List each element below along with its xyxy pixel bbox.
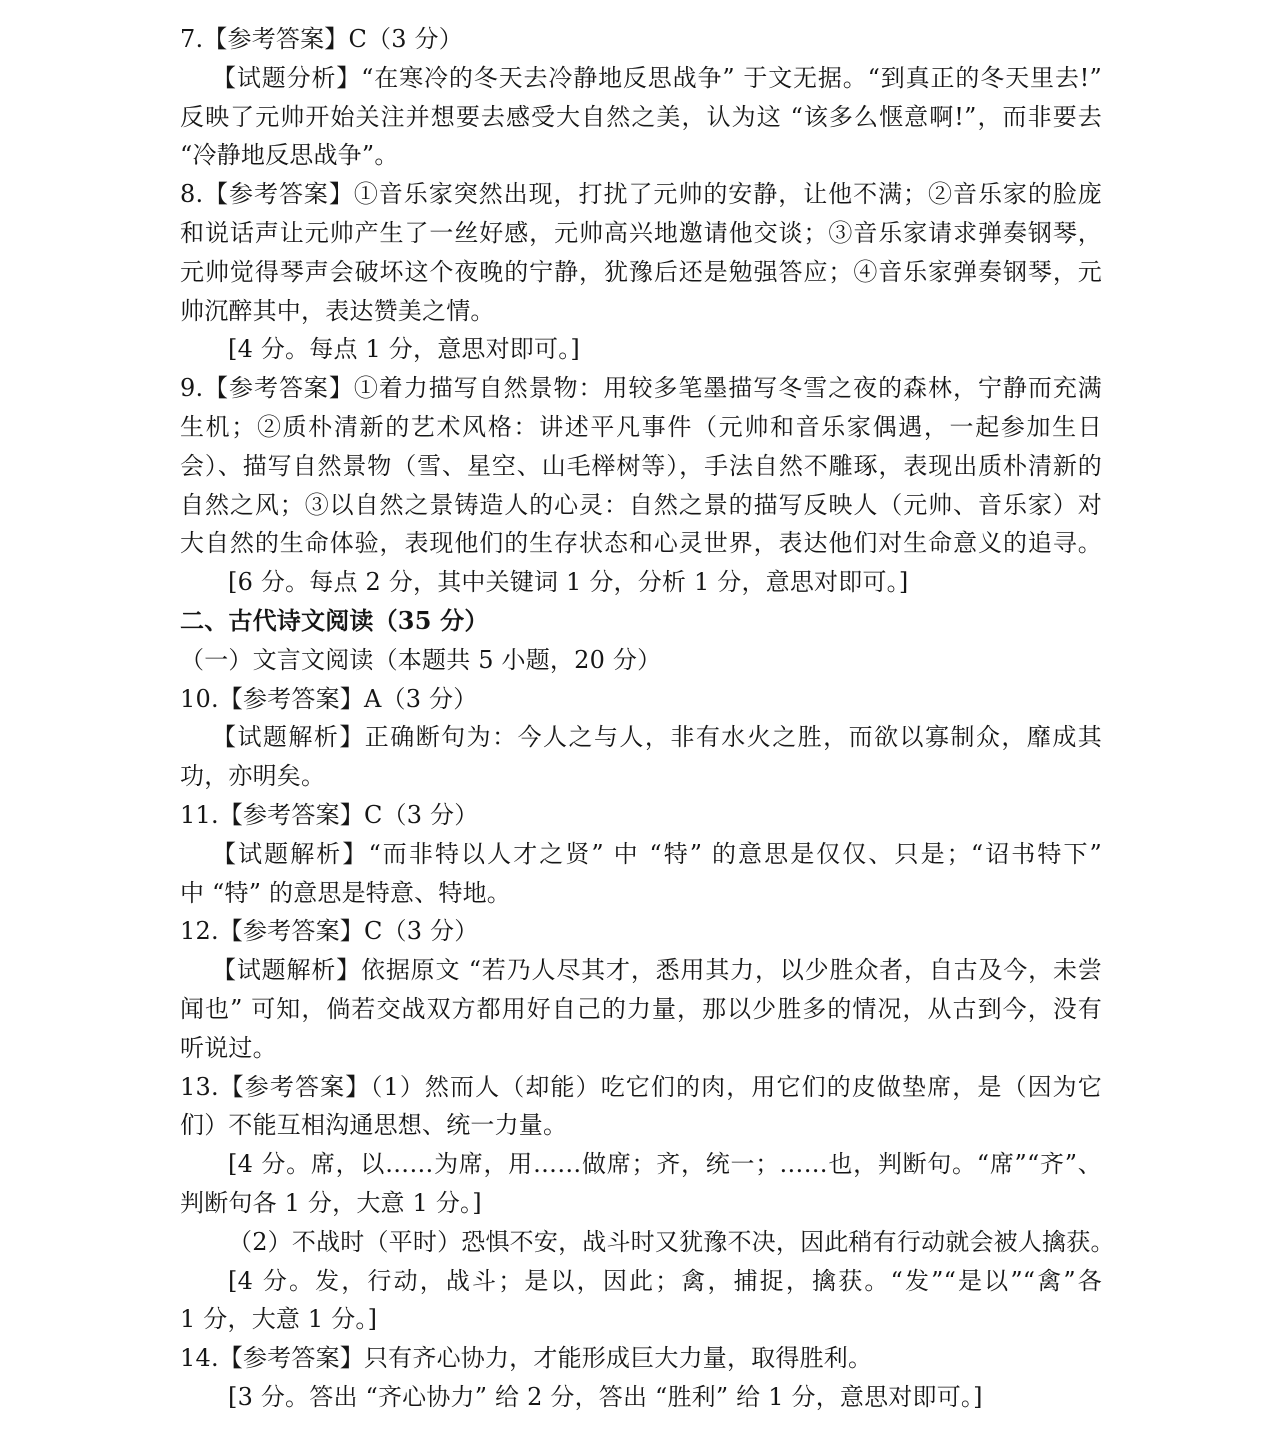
text-line: 14.【参考答案】只有齐心协力，才能形成巨大力量，取得胜利。 [180, 1344, 873, 1373]
text-line: 元帅觉得琴声会破坏这个夜晚的宁静，犹豫后还是勉强答应；④音乐家弹奏钢琴，元 [180, 257, 1102, 286]
text-line: 1 分，大意 1 分。] [180, 1305, 378, 1334]
text-line: 判断句各 1 分，大意 1 分。] [180, 1188, 482, 1217]
text-line: 反映了元帅开始关注并想要去感受大自然之美，认为这 “该多么惬意啊!”，而非要去 [180, 102, 1102, 131]
text-line: 10.【参考答案】A（3 分） [180, 684, 478, 713]
text-line: 中 “特” 的意思是特意、特地。 [180, 878, 511, 907]
text-line: [4 分。每点 1 分，意思对即可。] [228, 335, 580, 364]
text-line: 9.【参考答案】①着力描写自然景物：用较多笔墨描写冬雪之夜的森林，宁静而充满 [180, 374, 1102, 403]
text-line: （一）文言文阅读（本题共 5 小题，20 分） [180, 645, 662, 674]
text-line: 13.【参考答案】（1）然而人（却能）吃它们的肉，用它们的皮做垫席，是（因为它 [180, 1072, 1102, 1101]
text-line: 11.【参考答案】C（3 分） [180, 800, 479, 829]
text-line: 功，亦明矣。 [180, 762, 326, 791]
text-line: （2）不战时（平时）恐惧不安，战斗时又犹豫不决，因此稍有行动就会被人擒获。 [228, 1227, 1115, 1256]
text-line: 12.【参考答案】C（3 分） [180, 917, 479, 946]
text-line: “冷静地反思战争”。 [180, 141, 399, 170]
text-line: 大自然的生命体验，表现他们的生存状态和心灵世界，表达他们对生命意义的追寻。 [180, 529, 1102, 558]
text-line: [4 分。席，以……为席，用……做席；齐，统一；……也，判断句。“席”“齐”、 [228, 1150, 1102, 1179]
text-line: [3 分。答出 “齐心协力” 给 2 分，答出 “胜利” 给 1 分，意思对即可。] [228, 1382, 983, 1411]
text-line: 帅沉醉其中，表达赞美之情。 [180, 296, 495, 325]
text-line: 会）、描写自然景物（雪、星空、山毛榉树等），手法自然不雕琢，表现出质朴清新的 [180, 451, 1102, 480]
text-line: 和说话声让元帅产生了一丝好感，元帅高兴地邀请他交谈；③音乐家请求弹奏钢琴， [180, 218, 1102, 247]
text-line: [6 分。每点 2 分，其中关键词 1 分，分析 1 分，意思对即可。] [228, 568, 909, 597]
text-line: 二、古代诗文阅读（35 分） [180, 605, 489, 635]
text-line: 7.【参考答案】C（3 分） [180, 25, 463, 53]
text-line: 生机；②质朴清新的艺术风格：讲述平凡事件（元帅和音乐家偶遇，一起参加生日 [180, 412, 1102, 441]
text-line: 听说过。 [180, 1033, 277, 1062]
text-line: 【试题解析】正确断句为：今人之与人，非有水火之胜，而欲以寡制众，靡成其 [212, 723, 1102, 752]
text-line: 闻也” 可知，倘若交战双方都用好自己的力量，那以少胜多的情况，从古到今，没有 [180, 994, 1102, 1023]
text-line: 自然之风；③以自然之景铸造人的心灵：自然之景的描写反映人（元帅、音乐家）对 [180, 490, 1102, 519]
text-line: 【试题解析】“而非特以人才之贤” 中 “特” 的意思是仅仅、只是；“诏书特下” [212, 839, 1102, 868]
text-line: 8.【参考答案】①音乐家突然出现，打扰了元帅的安静，让他不满；②音乐家的脸庞 [180, 180, 1102, 209]
text-line: 【试题解析】依据原文 “若乃人尽其才，悉用其力，以少胜众者，自古及今，未尝 [212, 956, 1102, 985]
text-line: 【试题分析】“在寒冷的冬天去冷静地反思战争” 于文无据。“到真正的冬天里去!” [212, 63, 1102, 92]
text-line: 们）不能互相沟通思想、统一力量。 [180, 1111, 568, 1140]
text-line: [4 分。发，行动，战斗；是以，因此；禽，捕捉，擒获。“发”“是以”“禽”各 [228, 1266, 1102, 1295]
